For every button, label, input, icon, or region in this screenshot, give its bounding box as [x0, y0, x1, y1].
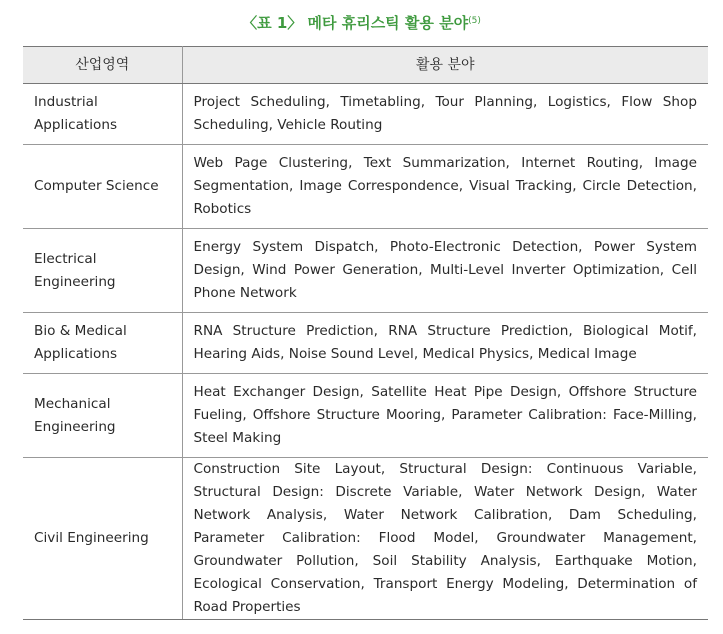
table-row — [23, 84, 708, 145]
table-row — [23, 458, 708, 620]
table-row — [23, 374, 708, 458]
application-fields-cell: Heat Exchanger Design, Satellite Heat Pipe Design, Offshore Structure Fueling, Offshore Structure Mooring, Parameter Calibration: Face-Milling, Steel Making — [182, 374, 708, 458]
metaheuristic-applications-table — [23, 46, 708, 620]
industry-area-cell: Bio & Medical Applications — [23, 313, 182, 374]
table-row — [23, 313, 708, 374]
caption-reference: (5) — [468, 16, 481, 26]
application-fields-cell: Project Scheduling, Timetabling, Tour Planning, Logistics, Flow Shop Scheduling, Vehicle Routing — [182, 84, 708, 145]
industry-area-cell: Computer Science — [23, 145, 182, 229]
industry-area-cell: Civil Engineering — [23, 458, 182, 620]
header-industry-area: 산업영역 — [23, 47, 182, 84]
industry-area-cell: Mechanical Engineering — [23, 374, 182, 458]
industry-area-cell: Industrial Applications — [23, 84, 182, 145]
table-row — [23, 145, 708, 229]
caption-title: 〈표 1〉 메타 휴리스틱 활용 분야 — [242, 14, 469, 32]
header-application-fields: 활용 분야 — [182, 47, 708, 84]
table-header-row — [23, 47, 708, 84]
application-fields-cell: RNA Structure Prediction, RNA Structure Prediction, Biological Motif, Hearing Aids, Noise Sound Level, Medical Physics, Medical Image — [182, 313, 708, 374]
table-row — [23, 229, 708, 313]
industry-area-cell: Electrical Engineering — [23, 229, 182, 313]
application-fields-cell: Construction Site Layout, Structural Design: Continuous Variable, Structural Design: Discrete Variable, Water Network Design, Water Network Analysis, Water Network Calibration, Dam Scheduling, Parameter Calibration: Flood Model, Groundwater Management, Groundwater Pollution, Soil Stability Analysis, Earthquake Motion, Ecological Conservation, Transport Energy Modeling, Determination of Road Properties — [182, 458, 708, 620]
table-caption — [0, 12, 723, 33]
application-fields-cell: Web Page Clustering, Text Summarization, Internet Routing, Image Segmentation, Image Correspondence, Visual Tracking, Circle Detection, Robotics — [182, 145, 708, 229]
application-fields-cell: Energy System Dispatch, Photo-Electronic Detection, Power System Design, Wind Power Generation, Multi-Level Inverter Optimization, Cell Phone Network — [182, 229, 708, 313]
